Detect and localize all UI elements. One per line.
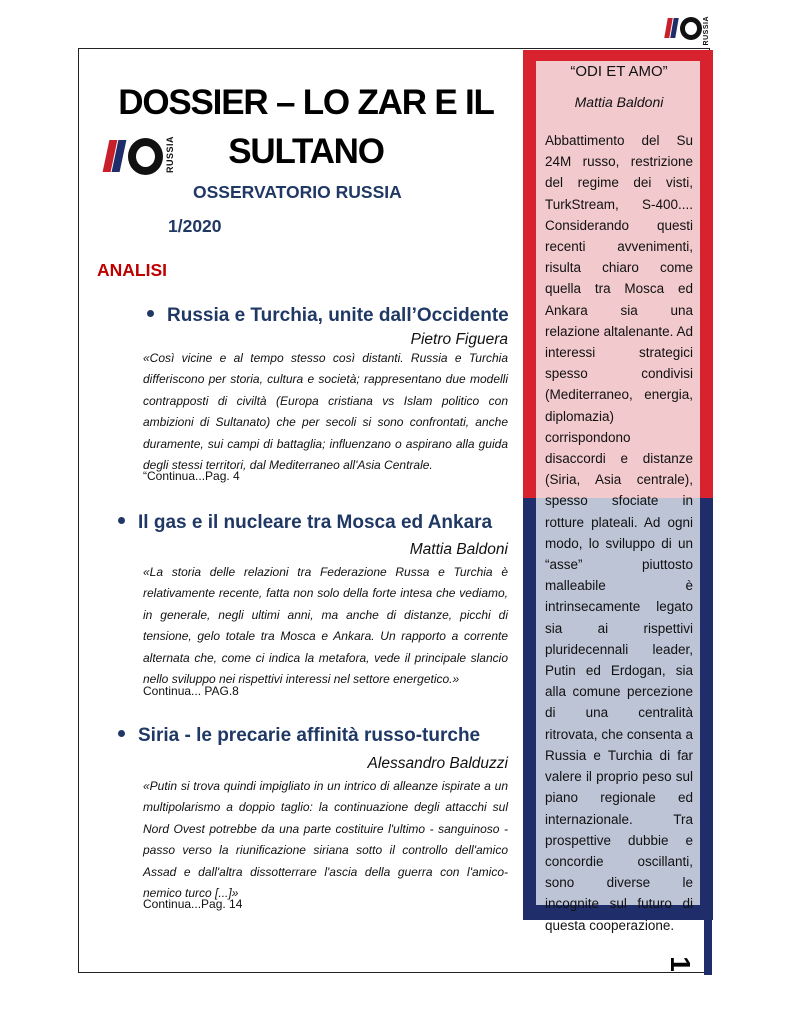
article-title[interactable]: [118, 512, 492, 534]
sidebar-title: “ODI ET AMO”: [570, 63, 668, 80]
article-excerpt: «La storia delle relazioni tra Federazione Russa e Turchia è relativamente recente, fatta non solo della forte intesa che vediamo, in generale, negli ultimi anni, ma anche di distanze, picchi di tensione, gelo totale tra Mosca e Ankara. Un rapporto a corrente alternata che, come ci indica la metafora, vede il principale slancio nello sviluppo nei rispettivi interessi nel settore energetico.»: [143, 565, 508, 687]
article-author: Pietro Figuera: [410, 331, 508, 348]
continue-link[interactable]: Continua... PAG.8: [143, 684, 239, 698]
article-author: Mattia Baldoni: [409, 541, 508, 558]
sidebar-content: [545, 63, 693, 936]
header-logo: RUSSIA: [666, 16, 712, 42]
article-title-text: Russia e Turchia, unite dall’Occidente: [167, 305, 509, 326]
page-number: 1: [664, 956, 696, 972]
article-title-text: Il gas e il nucleare tra Mosca ed Ankara: [138, 512, 493, 533]
section-label: ANALISI: [97, 260, 167, 280]
article-title-text: Siria - le precarie affinità russo-turche: [138, 725, 481, 746]
publication-name: OSSERVATORIO RUSSIA: [193, 182, 402, 202]
article-excerpt: «Così vicine e al tempo stesso così distanti. Russia e Turchia differiscono per storia, cultura e società; rappresentano due modelli contrapposti di civiltà (Europa cristiana vs Islam politico con ambizioni di Sultanato) che per secoli si sono confrontati, anche duramente, sui campi di battaglia; influenzano o aspirano alla guida degli stessi territori, dal Mediterraneo all'Asia Centrale.: [143, 351, 508, 473]
issue-number: 1/2020: [168, 216, 222, 236]
article-title[interactable]: [118, 725, 480, 747]
article-excerpt: «Putin si trova quindi impigliato in un intrico di alleanze ispirate a un multipolarismo a doppio taglio: la continuazione degli attacchi sul Nord Ovest potrebbe da una parte costituire l'ultimo - sanguinoso - passo verso la riunificazione siriana sotto il controllo dell'amico Assad e dall'altra dissotterrare l'ascia della guerra con l'amico-nemico turco [...]»: [143, 779, 508, 901]
publication-logo: RUSSIA: [104, 136, 176, 178]
bullet-icon: [118, 517, 125, 524]
page-edge-bar: [704, 880, 712, 975]
page-title: DOSSIER – LO ZAR E IL SULTANO: [118, 83, 494, 171]
continue-link[interactable]: Continua...Pag. 14: [143, 897, 243, 911]
continue-link[interactable]: “Continua...Pag. 4: [143, 469, 240, 483]
bullet-icon: [147, 310, 154, 317]
bullet-icon: [118, 730, 125, 737]
sidebar-body: Abbattimento del Su 24M russo, restrizione del regime dei visti, TurkStream, S-400.... Considerando questi recenti avvenimenti, risulta chiaro come quella tra Mosca ed Ankara sia una relazione altalenante. Ad interessi strategici spesso condivisi (Mediterraneo, energia, diplomazia) corrispondono disaccordi e distanze (Siria, Asia centrale), spesso sfociate in rotture plateali. Ad ogni modo, lo sviluppo di un “asse” piuttosto malleabile è intrinsecamente legato sia ai rispettivi pluridecennali leader, Putin ed Erdogan, sia alla comune percezione di una centralità ritrovata, che consenta a Russia e Turchia di far valere il proprio peso sul piano regionale ed internazionale. Tra prospettive dubbie e concordie oscillanti, sono diverse le incognite sul futuro di questa cooperazione.: [545, 133, 693, 933]
article-author: Alessandro Balduzzi: [367, 755, 508, 772]
article-title[interactable]: [147, 305, 509, 327]
sidebar-author: Mattia Baldoni: [574, 94, 664, 110]
